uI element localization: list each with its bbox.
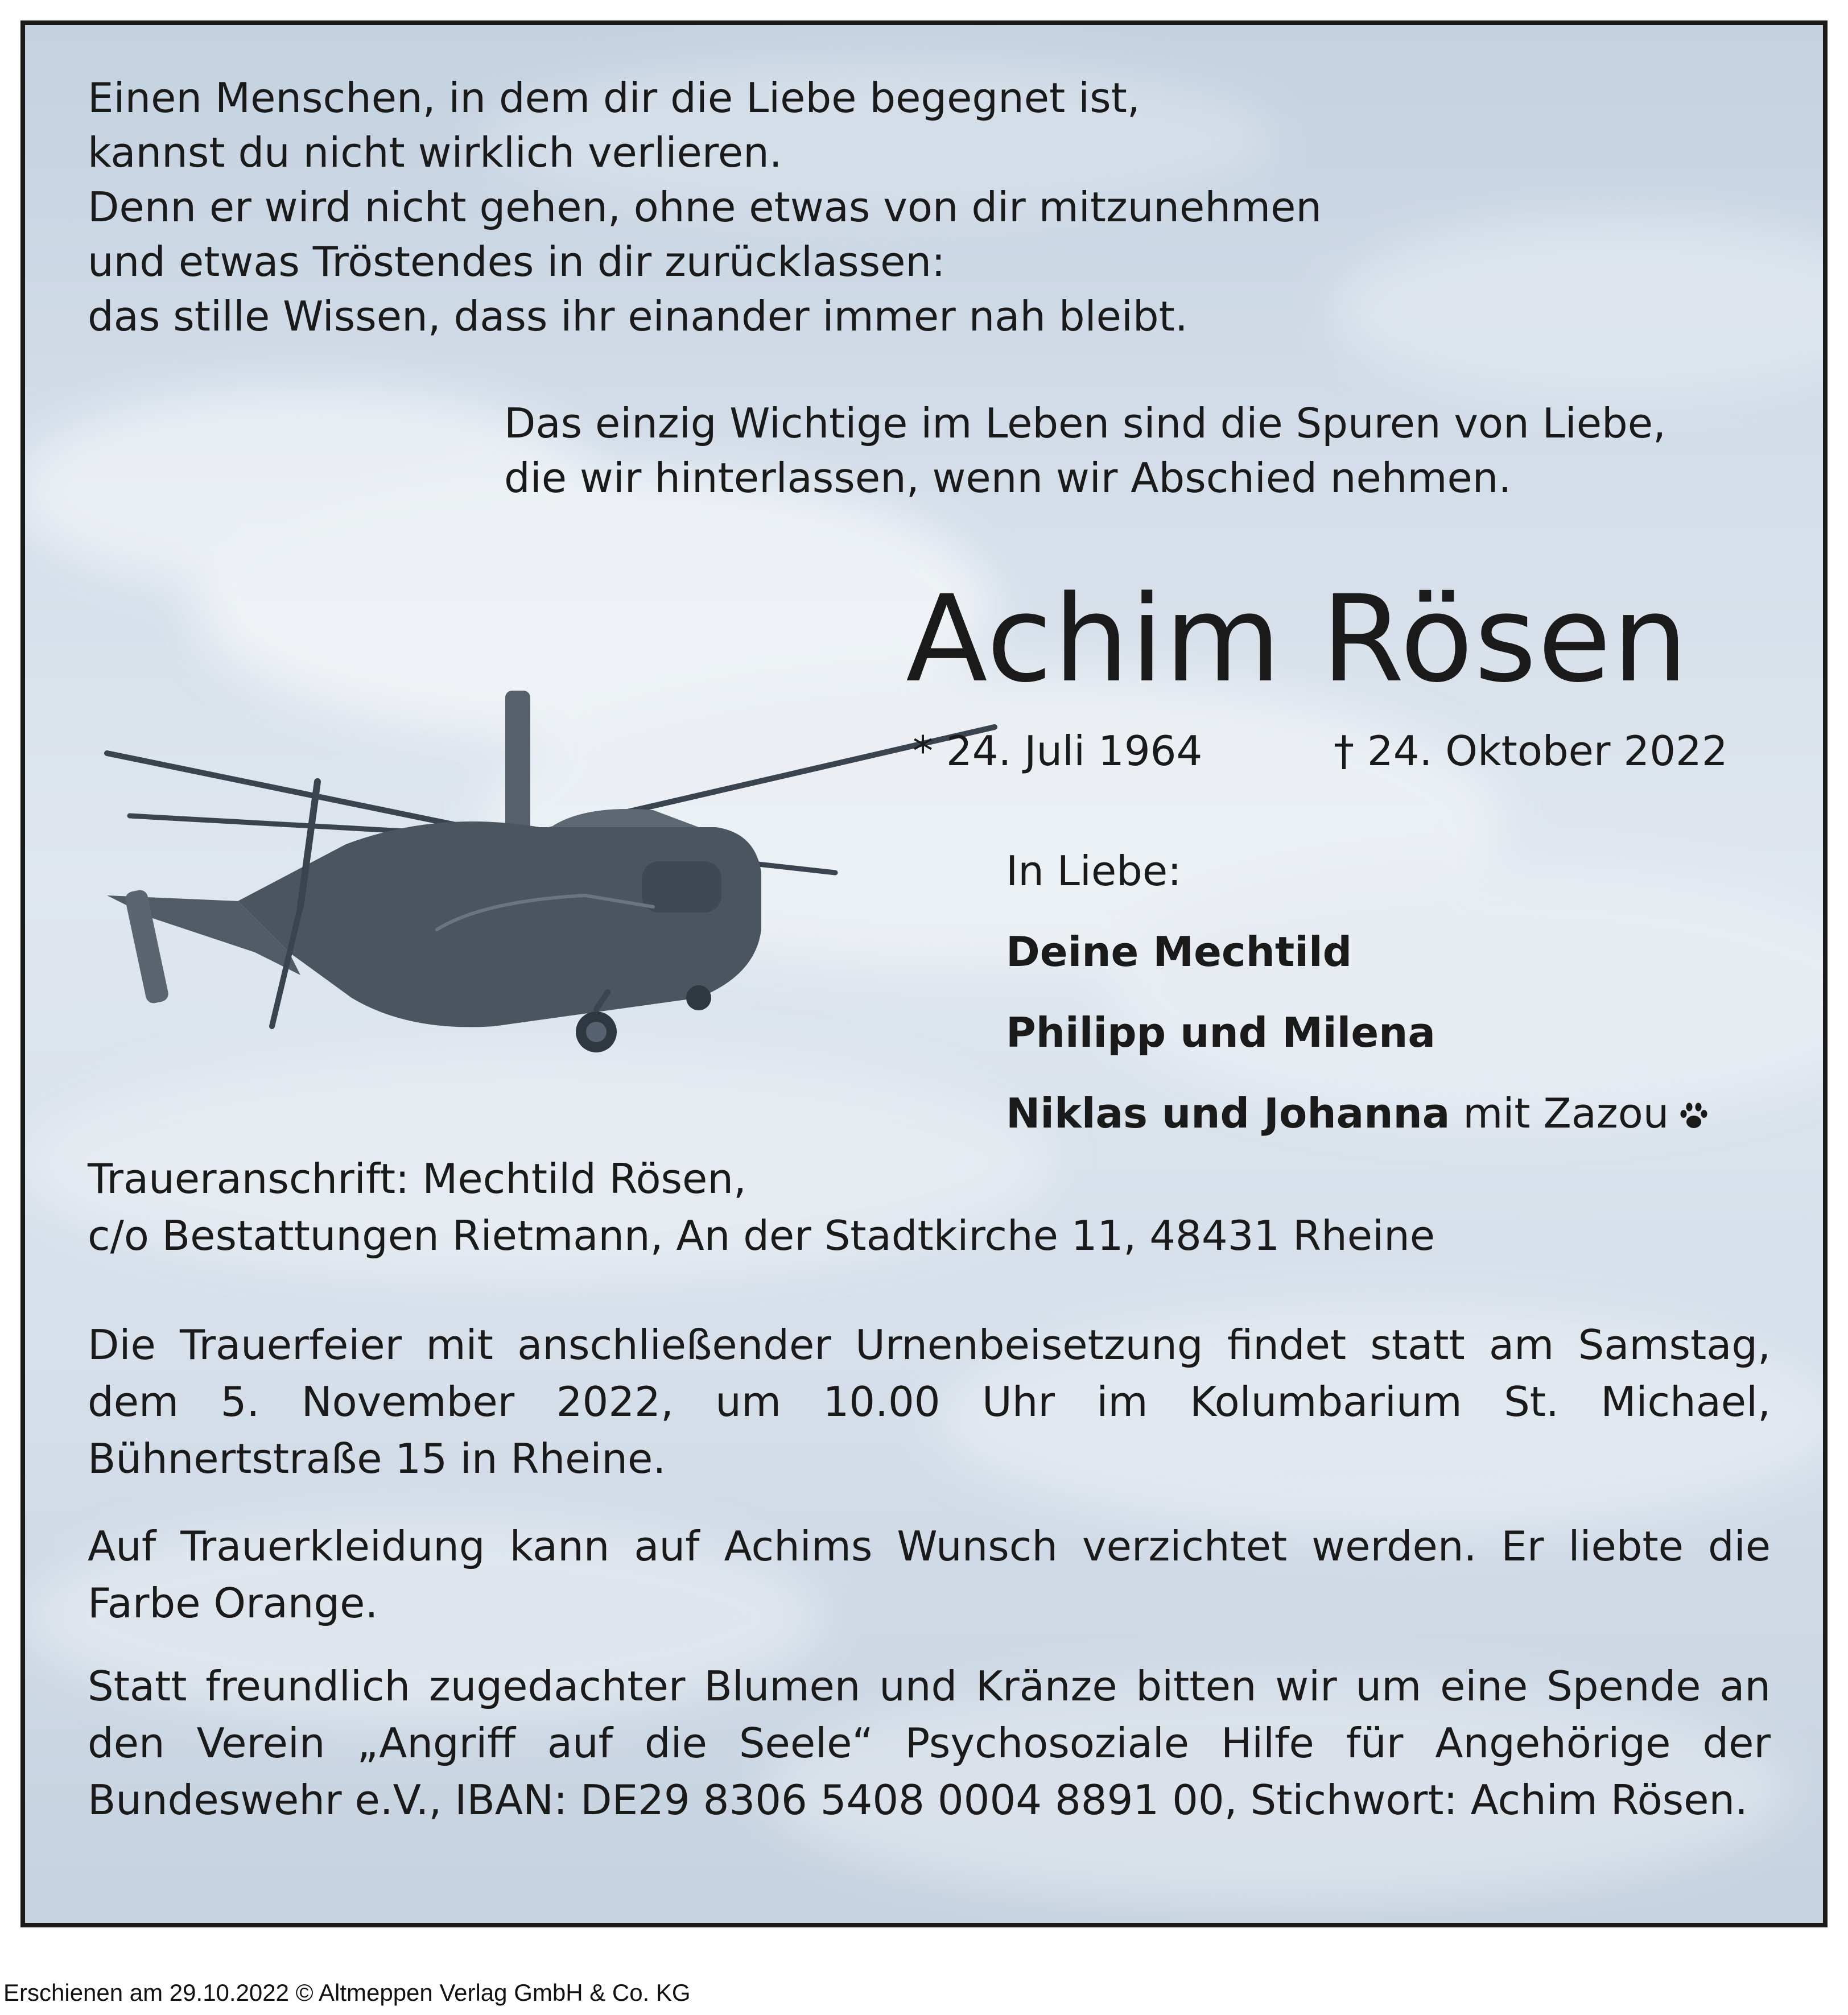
paw-icon — [1678, 1100, 1710, 1132]
family-member-2: Philipp und Milena — [1006, 1009, 1436, 1056]
family-list — [1006, 831, 1710, 1154]
family-intro: In Liebe: — [1006, 847, 1182, 895]
death-date: † 24. Oktober 2022 — [1334, 727, 1728, 775]
obituary-notice — [20, 20, 1828, 1927]
opening-quote: Einen Menschen, in dem dir die Liebe begegnet ist, kannst du nicht wirklich verlieren. Denn er wird nicht gehen, ohne etwas von dir mitzunehmen und etwas Tröstendes in dir zurücklassen: das stille Wissen, dass ihr einander immer nah bleibt. — [88, 74, 1322, 340]
family-member-3-pet: mit Zazou — [1450, 1089, 1669, 1137]
family-member-3-names: Niklas und Johanna — [1006, 1089, 1450, 1137]
family-member-3 — [1006, 1073, 1710, 1154]
donation-request: Statt freundlich zugedachter Blumen und Kränze bitten wir um eine Spende an den Verein „Angriff auf die Seele“ Psychosoziale Hilfe für Angehörige der Bundeswehr e.V., IBAN: DE29 8306 5408 0004 8891 00, Stichwort: Achim Rösen. — [88, 1662, 1771, 1824]
deceased-name: Achim Rösen — [906, 569, 1689, 709]
birth-date: * 24. Juli 1964 — [913, 727, 1203, 775]
helicopter-image — [84, 656, 1017, 1089]
publication-footer: Erschienen am 29.10.2022 © Altmeppen Verlag GmbH & Co. KG — [3, 1979, 691, 2006]
dress-code-note: Auf Trauerkleidung kann auf Achims Wunsch verzichtet werden. Er liebte die Farbe Orange. — [88, 1522, 1771, 1627]
mourning-address: Traueranschrift: Mechtild Rösen, c/o Bestattungen Rietmann, An der Stadtkirche 11, 48431 Rheine — [88, 1155, 1436, 1260]
funeral-details: Die Trauerfeier mit anschließender Urnenbeisetzung findet statt am Samstag, dem 5. November 2022, um 10.00 Uhr im Kolumbarium St. Michael, Bühnertstraße 15 in Rheine. — [88, 1321, 1771, 1483]
second-quote: Das einzig Wichtige im Leben sind die Spuren von Liebe, die wir hinterlassen, wenn wir Abschied nehmen. — [504, 399, 1666, 502]
family-member-1: Deine Mechtild — [1006, 928, 1352, 976]
